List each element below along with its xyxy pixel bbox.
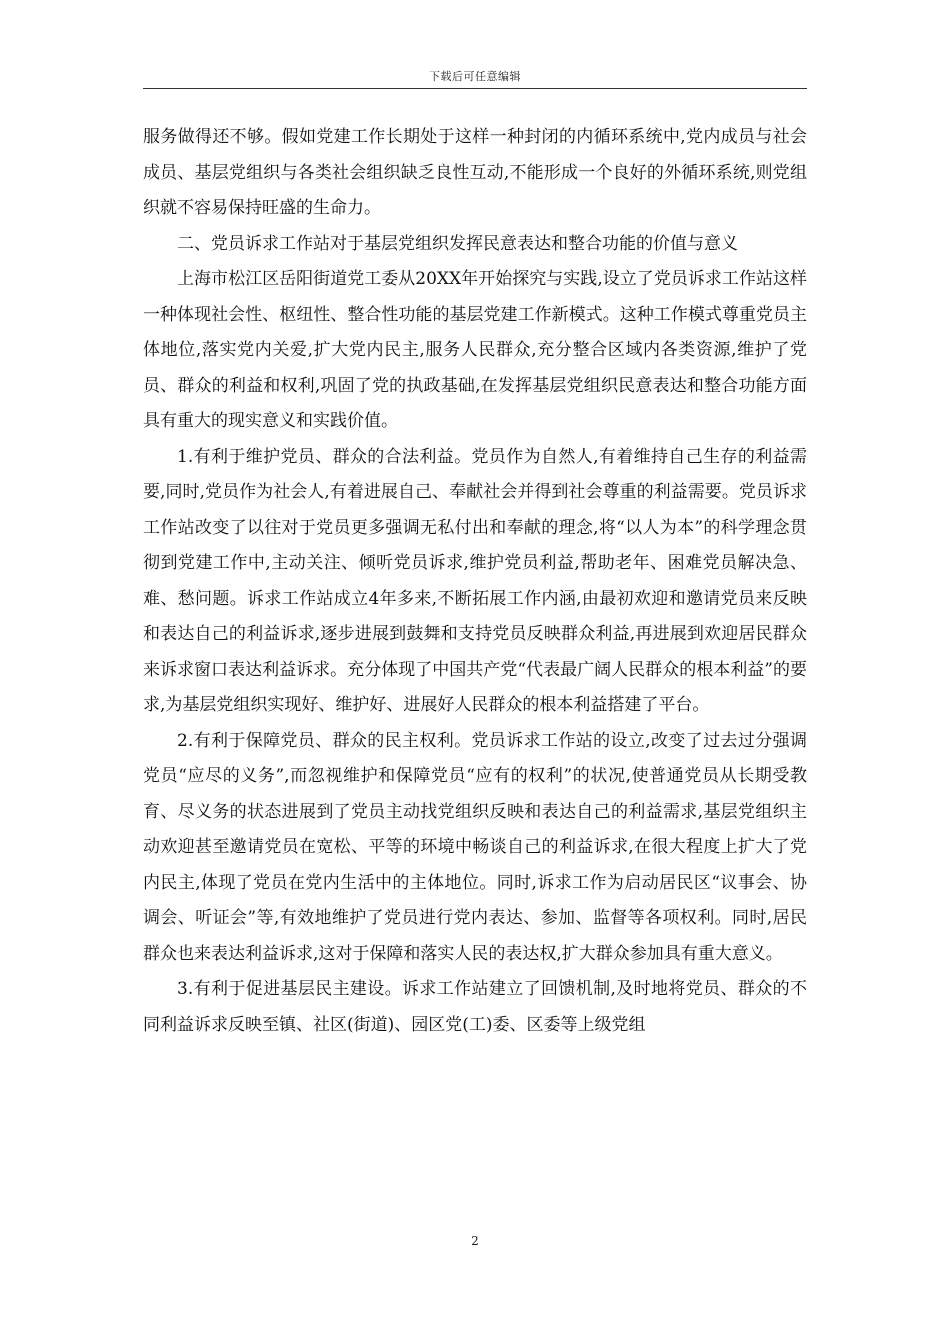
- paragraph-intro: 上海市松江区岳阳街道党工委从20XX年开始探究与实践,设立了党员诉求工作站这样一种体现社会性、枢纽性、整合性功能的基层党建工作新模式。这种工作模式尊重党员主体地位,落实党内关爱,扩大党内民主,服务人民群众,充分整合区域内各类资源,维护了党员、群众的利益和权利,巩固了党的执政基础,在发挥基层党组织民意表达和整合功能方面具有重大的现实意义和实践价值。: [143, 269, 807, 431]
- page-number: 2: [471, 1234, 479, 1248]
- paragraph-point-2: 2.有利于保障党员、群众的民主权利。党员诉求工作站的设立,改变了过去过分强调党员“应尽的义务”,而忽视维护和保障党员“应有的权利”的状况,使普通党员从长期受教育、尽义务的状态进展到了党员主动找党组织反映和表达自己的利益需求,基层党组织主动欢迎甚至邀请党员在宽松、平等的环境中畅谈自己的利益诉求,在很大程度上扩大了党内民主,体现了党员在党内生活中的主体地位。同时,诉求工作为启动居民区“议事会、协调会、听证会”等,有效地维护了党员进行党内表达、参加、监督等各项权利。同时,居民群众也来表达利益诉求,这对于保障和落实人民的表达权,扩大群众参加具有重大意义。: [143, 730, 807, 964]
- document-body: [143, 120, 807, 1043]
- paragraph-continued: 服务做得还不够。假如党建工作长期处于这样一种封闭的内循环系统中,党内成员与社会成员、基层党组织与各类社会组织缺乏良性互动,不能形成一个良好的外循环系统,则党组织就不容易保持旺盛的生命力。: [143, 127, 807, 218]
- section-heading: 二、党员诉求工作站对于基层党组织发挥民意表达和整合功能的价值与意义: [177, 233, 738, 254]
- paragraph-point-3: 3.有利于促进基层民主建设。诉求工作站建立了回馈机制,及时地将党员、群众的不同利益诉求反映至镇、社区(街道)、园区党(工)委、区委等上级党组: [143, 979, 807, 1035]
- header-divider: [143, 88, 807, 89]
- page-header: 下载后可任意编辑: [429, 70, 521, 83]
- paragraph-point-1: 1.有利于维护党员、群众的合法利益。党员作为自然人,有着维持自己生存的利益需要,同时,党员作为社会人,有着进展自己、奉献社会并得到社会尊重的利益需要。党员诉求工作站改变了以往对于党员更多强调无私付出和奉献的理念,将“以人为本”的科学理念贯彻到党建工作中,主动关注、倾听党员诉求,维护党员利益,帮助老年、困难党员解决急、难、愁问题。诉求工作站成立4年多来,不断拓展工作内涵,由最初欢迎和邀请党员来反映和表达自己的利益诉求,逐步进展到鼓舞和支持党员反映群众利益,再进展到欢迎居民群众来诉求窗口表达利益诉求。充分体现了中国共产党“代表最广阔人民群众的根本利益”的要求,为基层党组织实现好、维护好、进展好人民群众的根本利益搭建了平台。: [143, 446, 807, 715]
